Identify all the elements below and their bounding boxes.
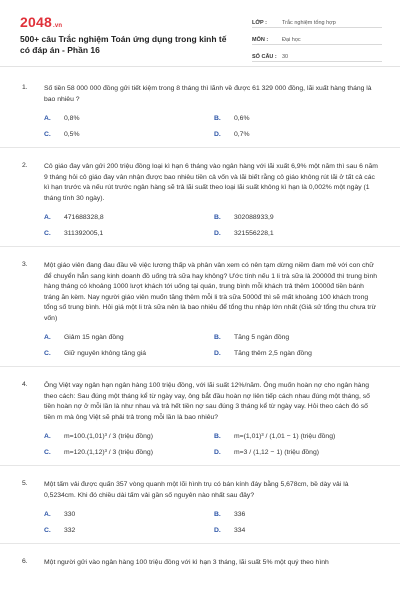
answer-option[interactable] <box>214 523 384 539</box>
answer-label: D. <box>214 449 221 456</box>
answer-option[interactable] <box>44 429 214 445</box>
answer-text: m=(1,01)³ / (1,01 − 1) (triệu đồng) <box>234 433 336 440</box>
answer-text: Tăng thêm 2,5 ngàn đồng <box>234 350 312 357</box>
answer-label: B. <box>214 433 221 440</box>
answer-label: C. <box>44 449 51 456</box>
answer-text: 334 <box>234 527 246 534</box>
answer-option[interactable] <box>44 346 214 362</box>
answer-text: 0,7% <box>234 131 250 138</box>
answer-option[interactable] <box>214 507 384 523</box>
question-number: 6. <box>22 558 28 565</box>
meta-row-count <box>252 47 382 62</box>
question-text: Một giáo viên đang đau đầu về việc lương thấp và phân vân xem có nên tạm dừng niềm đam mê với con chữ để chuyển hẳn sang kinh doanh đồ uống trà sữa hay không? Ước tính nếu 1 li trà sữa là 20000đ thì trung bình hàng tháng có khoảng 1000 lượt khách tới uống tại quán, trung bình mỗi khách trả thêm 10000đ tiền bánh tráng ăn kèm. Nay người giáo viên muốn tăng thêm mỗi li trà sữa 5000đ thì sẽ mất khoảng 100 khách trong tổng số trung bình. Hỏi giá một li trà sữa nên là bao nhiêu để tổng thu nhập lớn nhất (Giả sử tổng thu chưa trừ vốn) <box>44 262 378 322</box>
question-number: 3. <box>22 261 28 268</box>
answer-option[interactable] <box>44 523 214 539</box>
answer-option[interactable] <box>214 330 384 346</box>
answer-grid <box>44 501 380 543</box>
meta-key: SỐ CÂU : <box>252 54 277 60</box>
question-number: 1. <box>22 84 28 91</box>
question-text: Ông Việt vay ngân hạn ngân hàng 100 triệu đồng, với lãi suất 12%/năm. Ông muốn hoàn nợ cho ngân hàng theo cách: Sau đúng một tháng kể từ ngày vay, ông bắt đầu hoàn nợ liên tiếp cách nhau đúng một tháng, số tiền hoàn nợ ở mỗi lần là như nhau và trả hết tiền nợ sau đúng 3 tháng kể từ ngày vay. Hỏi theo cách đó số tiền m mà ông Việt sẽ phải trả trong mỗi lần là bao nhiêu? <box>44 382 370 421</box>
answer-label: B. <box>214 511 221 518</box>
answer-option[interactable] <box>44 127 214 143</box>
question-item <box>0 70 400 148</box>
answer-label: A. <box>44 334 51 341</box>
question-number: 4. <box>22 381 28 388</box>
answer-text: 0,5% <box>64 131 80 138</box>
answer-label: A. <box>44 511 51 518</box>
answer-option[interactable] <box>44 210 214 226</box>
answer-text: Giữ nguyên không tăng giá <box>64 350 147 357</box>
logo-suffix: .vn <box>52 23 63 29</box>
logo-text: 2048 <box>20 14 52 30</box>
question-number: 2. <box>22 162 28 169</box>
answer-label: B. <box>214 115 221 122</box>
answer-text: 330 <box>64 511 76 518</box>
answer-option[interactable] <box>214 210 384 226</box>
answer-label: B. <box>214 334 221 341</box>
question-text: Số tiền 58 000 000 đồng gửi tiết kiệm trong 8 tháng thì lãnh về được 61 329 000 đồng, lãi xuất hàng tháng là bao nhiêu ? <box>44 85 372 103</box>
answer-option[interactable] <box>44 445 214 461</box>
answer-option[interactable] <box>214 445 384 461</box>
answer-grid <box>44 204 380 246</box>
meta-table <box>252 13 382 62</box>
question-item <box>0 148 400 247</box>
question-text: Một tấm vải được quấn 357 vòng quanh một lõi hình trụ có bán kính đáy bằng 5,678cm, bề dày vải là 0,5234cm. Khi đó chiều dài tấm vải gần số nguyên nào nhất sau đây? <box>44 481 349 499</box>
header-divider <box>0 66 400 67</box>
answer-text: 471688328,8 <box>64 214 104 221</box>
answer-label: D. <box>214 230 221 237</box>
answer-label: C. <box>44 230 51 237</box>
answer-text: Giảm 15 ngàn đồng <box>64 334 124 341</box>
meta-key: MÔN : <box>252 37 269 43</box>
meta-row-subject <box>252 30 382 45</box>
answer-option[interactable] <box>214 429 384 445</box>
page-title: 500+ câu Trắc nghiệm Toán ứng dụng trong kinh tế có đáp án - Phần 16 <box>20 34 227 55</box>
answer-label: A. <box>44 115 51 122</box>
answer-label: C. <box>44 131 51 138</box>
meta-value: Đại học <box>282 37 301 43</box>
question-item <box>0 466 400 544</box>
answer-text: 321556228,1 <box>234 230 274 237</box>
answer-text: m=3 / (1,12 − 1) (triệu đồng) <box>234 449 320 456</box>
answer-option[interactable] <box>214 346 384 362</box>
answer-label: C. <box>44 350 51 357</box>
answer-text: m=120.(1,12)³ / 3 (triệu đồng) <box>64 449 153 456</box>
answer-option[interactable] <box>214 226 384 242</box>
answer-label: D. <box>214 527 221 534</box>
site-logo[interactable] <box>20 14 62 30</box>
answer-text: 302088933,9 <box>234 214 274 221</box>
answer-text: Tăng 5 ngàn đồng <box>234 334 290 341</box>
answer-text: 0,8% <box>64 115 80 122</box>
answer-option[interactable] <box>214 127 384 143</box>
answer-grid <box>44 423 380 465</box>
meta-value: 30 <box>282 54 289 60</box>
answer-label: C. <box>44 527 51 534</box>
answer-text: 0,6% <box>234 115 250 122</box>
question-number: 5. <box>22 480 28 487</box>
answer-option[interactable] <box>44 507 214 523</box>
answer-label: D. <box>214 350 221 357</box>
answer-text: 336 <box>234 511 246 518</box>
answer-text: 311392005,1 <box>64 230 104 237</box>
answer-grid <box>44 105 380 147</box>
question-text: Cô giáo đay vân gửi 200 triệu đồng loại kì hạn 6 tháng vào ngân hàng với lãi xuất 6,9% một năm thì sau 6 năm 9 tháng hỏi cô giáo đay vân nhận được bao nhiêu tiền cả vốn và lãi biết rằng cô giáo không rút lãi ở tất cả các kì hạn trước và nếu rút trước ngân hàng sẽ trả lãi suất theo loại lãi suất không kì hạn là 0,002% một ngày (1 tháng tính 30 ngày). <box>44 163 378 202</box>
answer-text: 332 <box>64 527 76 534</box>
question-item <box>0 544 400 569</box>
meta-value: Trắc nghiệm tổng hợp <box>282 20 336 26</box>
answer-text: m=100.(1,01)³ / 3 (triệu đồng) <box>64 433 153 440</box>
question-item <box>0 247 400 367</box>
answer-label: A. <box>44 433 51 440</box>
answer-option[interactable] <box>214 111 384 127</box>
question-item <box>0 367 400 466</box>
answer-label: B. <box>214 214 221 221</box>
answer-label: A. <box>44 214 51 221</box>
answer-option[interactable] <box>44 226 214 242</box>
answer-option[interactable] <box>44 330 214 346</box>
answer-label: D. <box>214 131 221 138</box>
answer-grid <box>44 324 380 366</box>
meta-key: LỚP : <box>252 20 267 26</box>
question-list <box>0 70 400 569</box>
meta-row-class <box>252 13 382 28</box>
page-header <box>0 0 400 62</box>
question-text: Một người gửi vào ngân hàng 100 triệu đồng với kì hạn 3 tháng, lãi suất 5% một quý theo hình <box>44 559 329 566</box>
answer-option[interactable] <box>44 111 214 127</box>
